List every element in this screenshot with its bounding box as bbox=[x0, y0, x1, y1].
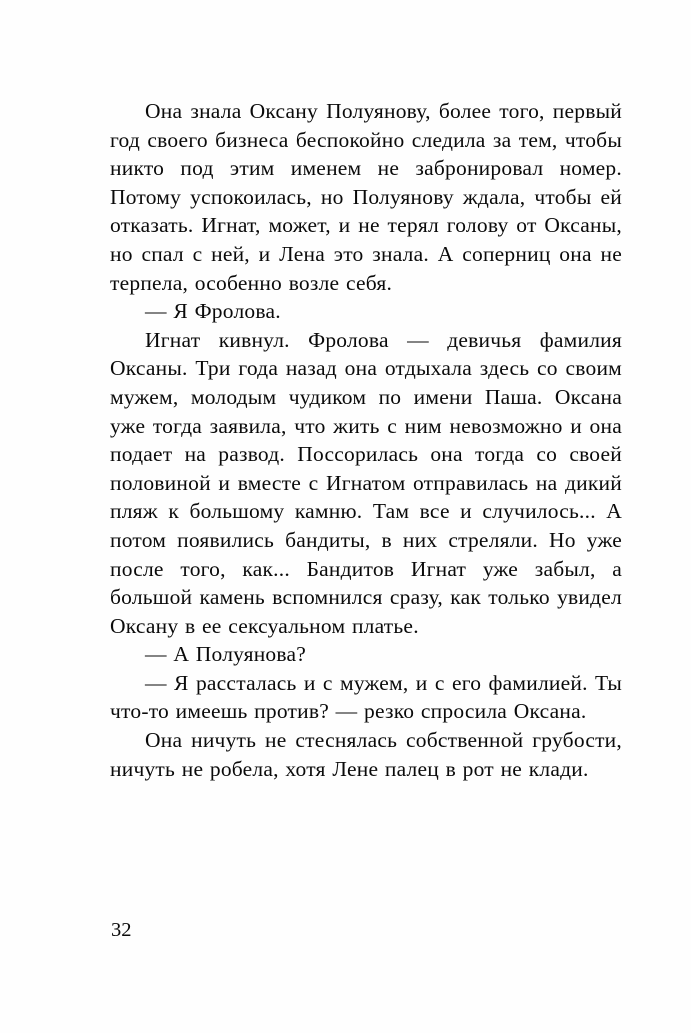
page-number: 32 bbox=[111, 919, 132, 941]
paragraph: — А Полуянова? bbox=[145, 642, 306, 667]
paragraph: Игнат кивнул. Фролова — девичья фамилия Оксаны. Три года назад она отдыхала здесь со своим мужем, молодым чудиком по имени Паша. Оксана уже тогда заявила, что жить с ним невозможно и она подает на развод. Поссорилась она тогда со своей половиной и вместе с Игнатом отправилась на дикий пляж к большому камню. Там все и случилось... А потом появились бандиты, в них стреляли. Но уже после того, как... Бандитов Игнат уже забыл, а большой камень вспомнился сразу, как только увидел Оксану в ее сексуальном платье. bbox=[110, 327, 622, 638]
paragraph: — Я рассталась и с мужем, и с его фамилией. Ты что-то имеешь против? — резко спросила Оксана. bbox=[110, 670, 622, 724]
paragraph: Она знала Оксану Полуянову, более того, первый год своего бизнеса беспокойно следила за тем, чтобы никто под этим именем не забронировал номер. Потому успокоилась, но Полуянову ждала, чтобы ей отказать. Игнат, может, и не терял голову от Оксаны, но спал с ней, и Лена это знала. А соперниц она не терпела, особенно возле себя. bbox=[110, 99, 622, 295]
paragraph: — Я Фролова. bbox=[145, 299, 281, 324]
paragraph: Она ничуть не стеснялась собственной грубости, ничуть не робела, хотя Лене палец в рот не клади. bbox=[110, 728, 622, 781]
page-text bbox=[110, 97, 622, 783]
